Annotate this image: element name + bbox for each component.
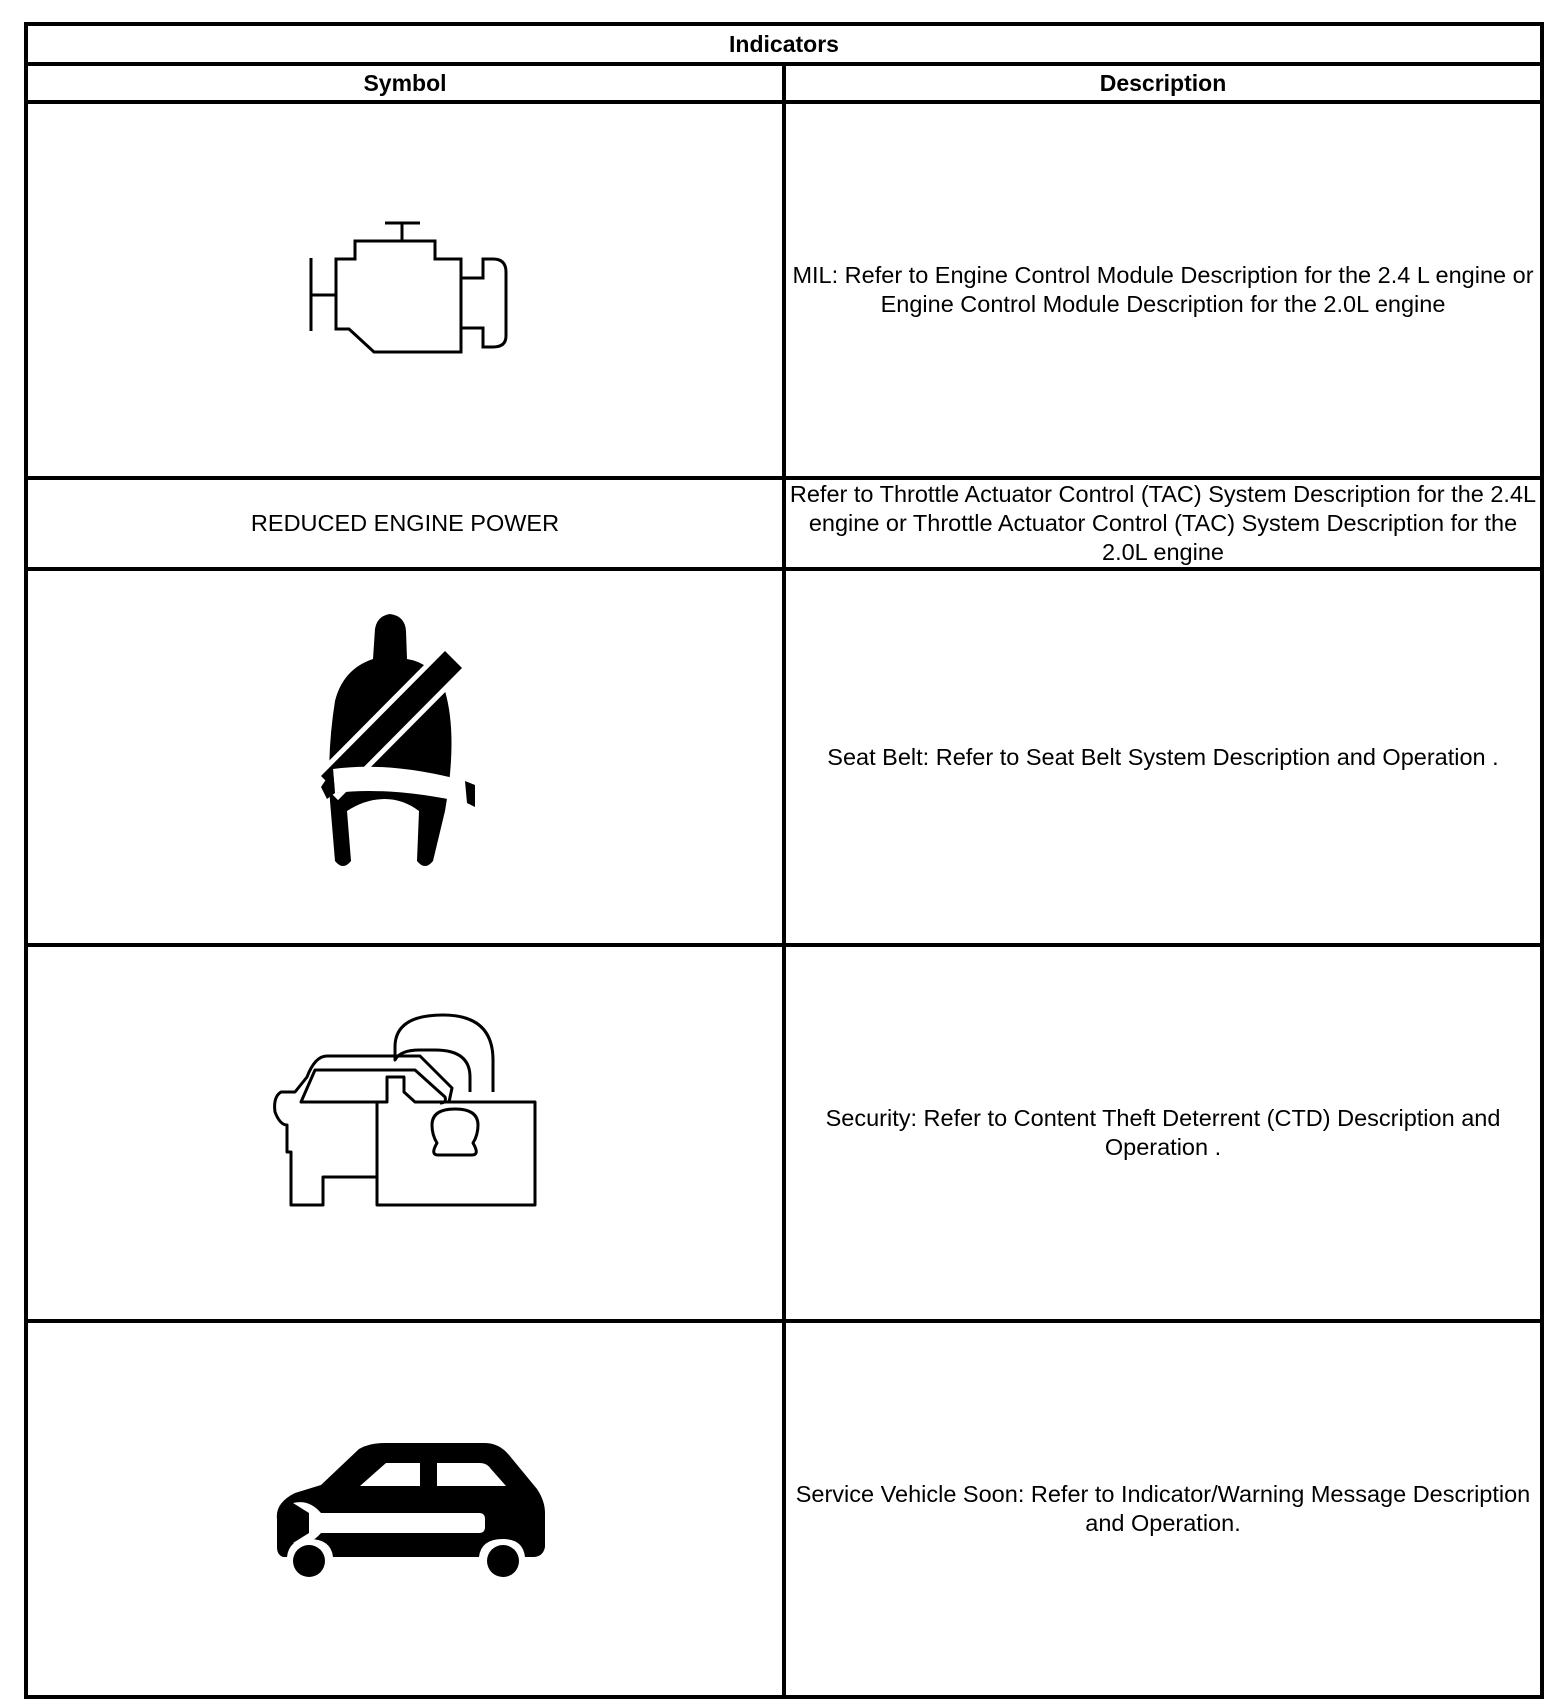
description-cell: Security: Refer to Content Theft Deterrent (CTD) Description and Operation .: [784, 945, 1542, 1321]
service-vehicle-icon: [235, 1323, 575, 1695]
table-row: [26, 1321, 1542, 1697]
table-title: Indicators: [26, 24, 1542, 64]
table-row: [26, 478, 1542, 569]
engine-check-icon: [235, 104, 575, 476]
column-header-description: Description: [784, 64, 1542, 102]
symbol-text: REDUCED ENGINE POWER: [26, 478, 784, 569]
indicators-table: [24, 22, 1544, 1699]
description-cell: MIL: Refer to Engine Control Module Description for the 2.4 L engine or Engine Control Module Description for the 2.0L engine: [784, 102, 1542, 478]
symbol-cell: [26, 945, 784, 1321]
description-cell: Refer to Throttle Actuator Control (TAC) System Description for the 2.4L engine or Throttle Actuator Control (TAC) System Description for the 2.0L engine: [784, 478, 1542, 569]
seat-belt-icon: [235, 571, 575, 943]
symbol-cell: [26, 1321, 784, 1697]
symbol-cell: [26, 102, 784, 478]
table-row: [26, 102, 1542, 478]
security-lock-icon: [235, 947, 575, 1319]
description-cell: Service Vehicle Soon: Refer to Indicator/Warning Message Description and Operation.: [784, 1321, 1542, 1697]
table-row: [26, 945, 1542, 1321]
description-cell: Seat Belt: Refer to Seat Belt System Description and Operation .: [784, 569, 1542, 945]
column-header-symbol: Symbol: [26, 64, 784, 102]
symbol-cell: [26, 569, 784, 945]
table-row: [26, 569, 1542, 945]
